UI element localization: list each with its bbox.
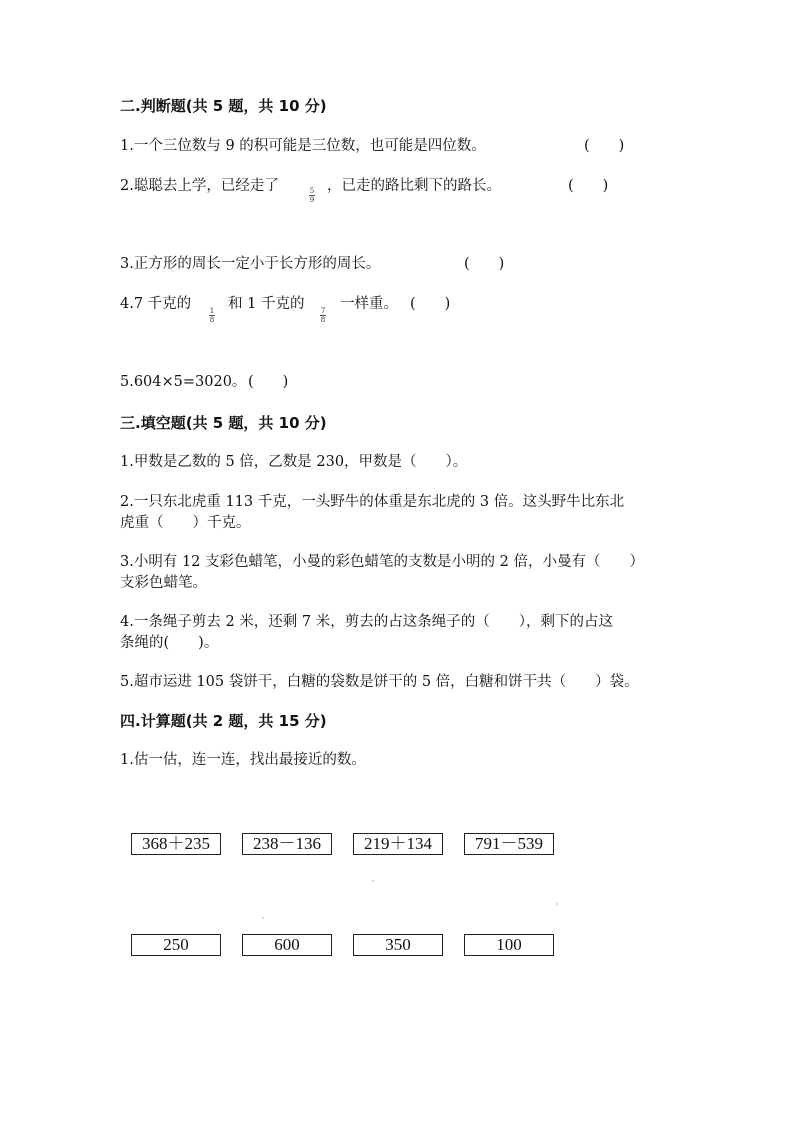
s2-q3-text: 3.正方形的周长一定小于长方形的周长。 [120,256,381,272]
s2-q2-answer-paren[interactable]: ( ) [568,178,609,194]
s2-q1-text: 1.一个三位数与 9 的积可能是三位数，也可能是四位数。 [120,138,486,154]
fraction-denominator: 8 [209,316,215,324]
fraction-denominator: 9 [309,196,315,204]
section2-title: 二.判断题(共 5 题，共 10 分) [120,97,327,115]
section3-title: 三.填空题(共 5 题，共 10 分) [120,414,327,432]
s2-q2-text-pre: 2.聪聪去上学，已经走了 [120,178,279,194]
scan-speck [262,917,264,919]
answer-box-3[interactable]: 350 [353,934,443,956]
expression-box-3[interactable]: 219＋134 [353,833,443,855]
expression-box-1[interactable]: 368＋235 [131,833,221,855]
s2-q3-answer-paren[interactable]: ( ) [464,256,505,272]
s2-q2-text-post: ，已走的路比剩下的路长。 [327,178,501,194]
s2-q4-text-post: 一样重。 [340,296,398,312]
s3-q4-line2: 条绳的( )。 [120,635,219,651]
answer-box-4[interactable]: 100 [464,934,554,956]
s3-q1-text: 1.甲数是乙数的 5 倍，乙数是 230，甲数是（ ）。 [120,454,468,470]
s3-q3-line2: 支彩色蜡笔。 [120,575,207,591]
fraction-numerator: 7 [320,307,326,315]
s2-q4-fraction-2 [318,307,328,324]
s2-q4-fraction-1 [207,307,217,324]
fraction-numerator: 1 [209,307,215,315]
s3-q2-line2: 虎重（ ）千克。 [120,515,251,531]
expression-box-2[interactable]: 238－136 [242,833,332,855]
s3-q4-line1: 4.一条绳子剪去 2 米，还剩 7 米，剪去的占这条绳子的（ ），剩下的占这 [120,614,613,630]
expression-box-4[interactable]: 791－539 [464,833,554,855]
s2-q5-text: 5.604×5=3020。 [120,374,247,390]
s3-q3-line1: 3.小明有 12 支彩色蜡笔，小曼的彩色蜡笔的支数是小明的 2 倍，小曼有（ ） [120,554,644,570]
s2-q2-fraction [307,187,317,204]
s3-q5-text: 5.超市运进 105 袋饼干，白糖的袋数是饼干的 5 倍，白糖和饼干共（ ）袋。 [120,674,639,690]
section4-title: 四.计算题(共 2 题，共 15 分) [120,712,327,730]
s2-q4-text-pre: 4.7 千克的 [120,296,192,312]
s2-q4-answer-paren[interactable]: ( ) [410,296,451,312]
answer-box-1[interactable]: 250 [131,934,221,956]
fraction-denominator: 8 [320,316,326,324]
scan-speck [372,880,374,882]
s4-q1-text: 1.估一估，连一连，找出最接近的数。 [120,752,366,768]
scan-speck [556,903,558,905]
s3-q2-line1: 2.一只东北虎重 113 千克，一头野牛的体重是东北虎的 3 倍。这头野牛比东北 [120,494,625,510]
fraction-numerator: 5 [309,187,315,195]
answer-box-2[interactable]: 600 [242,934,332,956]
s2-q4-text-mid: 和 1 千克的 [228,296,305,312]
s2-q1-answer-paren[interactable]: ( ) [584,138,625,154]
s2-q5-answer-paren[interactable]: ( ) [248,374,289,390]
